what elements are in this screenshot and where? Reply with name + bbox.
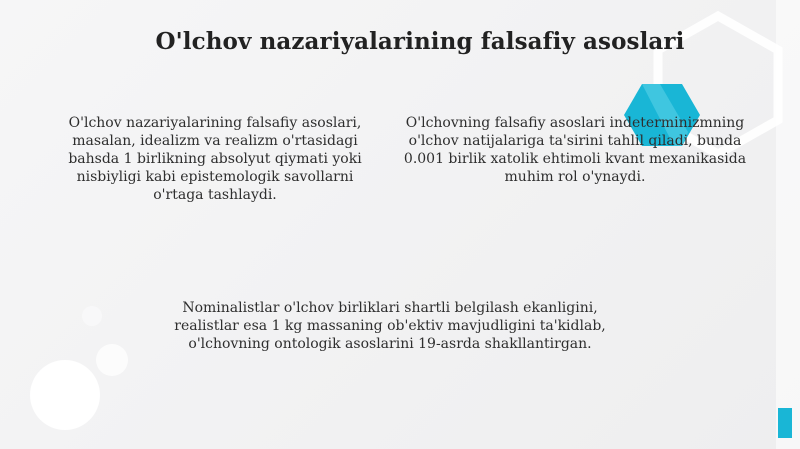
circle-decoration-small: [96, 344, 128, 376]
slide-title: O'lchov nazariyalarining falsafiy asoslari: [155, 28, 685, 55]
circle-decoration-tiny: [82, 306, 102, 326]
paragraph-bottom: Nominalistlar o'lchov birliklari shartli belgilash ekanligini, realistlar esa 1 kg massaning ob'ektiv mavjudligini ta'kidlab, o'lchovning ontologik asoslarini 19-asrda shakllantirgan.: [174, 300, 606, 352]
circle-decoration-large: [30, 360, 100, 430]
paragraph-right: O'lchovning falsafiy asoslari indeterminizmning o'lchov natijalariga ta'sirini tahlil qiladi, bunda 0.001 birlik xatolik ehtimoli kvant mexanikasida muhim rol o'ynaydi.: [403, 115, 747, 185]
paragraph-left: O'lchov nazariyalarining falsafiy asoslari, masalan, idealizm va realizm o'rtasidagi bahsda 1 birlikning absolyut qiymati yoki nisbiyligi kabi epistemologik savollarni o'rtaga tashlaydi.: [68, 115, 362, 203]
accent-bar: [778, 408, 792, 438]
